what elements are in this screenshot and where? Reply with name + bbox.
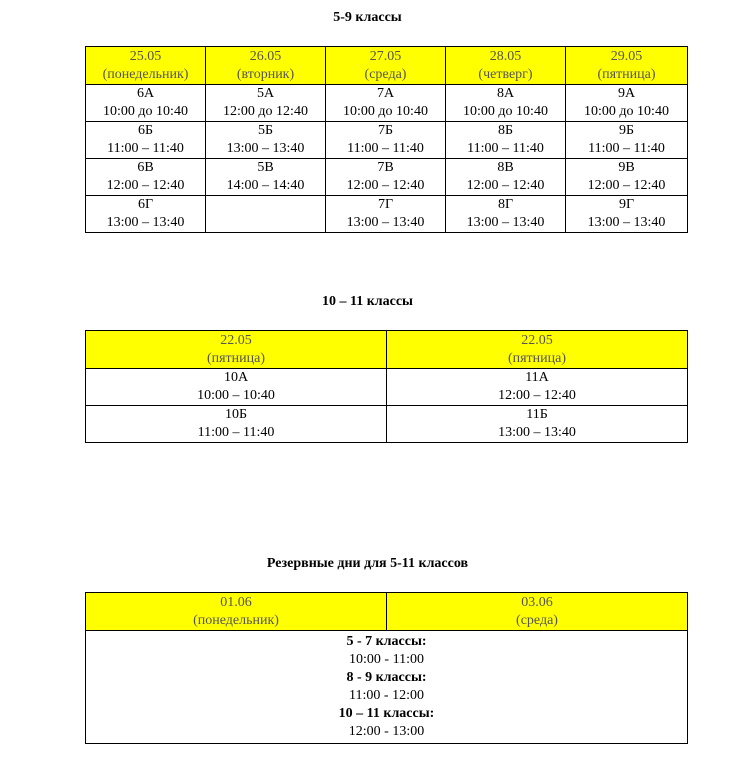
- header-cell: 28.05 (четверг): [446, 47, 566, 85]
- schedule-table-10-11: [85, 330, 688, 443]
- table-cell: 6Г 13:00 – 13:40: [86, 196, 206, 233]
- group-label: 8 - 9 классы:: [346, 670, 427, 685]
- schedule-table-reserve: [85, 592, 688, 744]
- header-cell: 22.05 (пятница): [86, 331, 387, 369]
- table-row: [86, 196, 688, 233]
- header-cell: 03.06 (среда): [387, 593, 688, 631]
- table-cell: 7А 10:00 до 10:40: [326, 85, 446, 122]
- table-row: [86, 406, 688, 443]
- table-header-row: [86, 331, 688, 369]
- table-cell: 8А 10:00 до 10:40: [446, 85, 566, 122]
- table-cell: 11А 12:00 – 12:40: [387, 369, 688, 406]
- group-label: 5 - 7 классы:: [346, 634, 427, 649]
- group-time: 12:00 - 13:00: [348, 724, 425, 739]
- header-cell: 27.05 (среда): [326, 47, 446, 85]
- header-cell: 22.05 (пятница): [387, 331, 688, 369]
- header-cell: 25.05 (понедельник): [86, 47, 206, 85]
- table-cell: 6В 12:00 – 12:40: [86, 159, 206, 196]
- table-cell: 8В 12:00 – 12:40: [446, 159, 566, 196]
- table-cell: 5Б 13:00 – 13:40: [206, 122, 326, 159]
- table-row: [86, 159, 688, 196]
- table-cell: 10А 10:00 – 10:40: [86, 369, 387, 406]
- section-title-10-11: 10 – 11 классы: [321, 294, 413, 309]
- table-row: [86, 369, 688, 406]
- table-cell: 7Г 13:00 – 13:40: [326, 196, 446, 233]
- schedule-table-5-9: [85, 46, 688, 233]
- table-cell: 5А 12:00 до 12:40: [206, 85, 326, 122]
- table-row: [86, 85, 688, 122]
- table-cell: 5В 14:00 – 14:40: [206, 159, 326, 196]
- table-row: [86, 631, 688, 744]
- table-header-row: [86, 47, 688, 85]
- table-header-row: [86, 593, 688, 631]
- group-time: 10:00 - 11:00: [349, 652, 424, 667]
- table-cell: 11Б 13:00 – 13:40: [387, 406, 688, 443]
- table-cell: 9Б 11:00 – 11:40: [566, 122, 688, 159]
- table-cell-empty: [206, 196, 326, 233]
- table-cell: 8Г 13:00 – 13:40: [446, 196, 566, 233]
- table-cell: 9В 12:00 – 12:40: [566, 159, 688, 196]
- table-cell: 6Б 11:00 – 11:40: [86, 122, 206, 159]
- reserve-times-cell: [86, 631, 688, 744]
- table-cell: 10Б 11:00 – 11:40: [86, 406, 387, 443]
- header-cell: 26.05 (вторник): [206, 47, 326, 85]
- table-cell: 7В 12:00 – 12:40: [326, 159, 446, 196]
- table-cell: 7Б 11:00 – 11:40: [326, 122, 446, 159]
- section-title-reserve: Резервные дни для 5-11 классов: [266, 556, 469, 571]
- header-cell: 01.06 (понедельник): [86, 593, 387, 631]
- table-cell: 6А 10:00 до 10:40: [86, 85, 206, 122]
- table-cell: 9А 10:00 до 10:40: [566, 85, 688, 122]
- group-time: 11:00 - 12:00: [349, 688, 424, 703]
- group-label: 10 – 11 классы:: [338, 706, 435, 721]
- table-cell: 9Г 13:00 – 13:40: [566, 196, 688, 233]
- header-cell: 29.05 (пятница): [566, 47, 688, 85]
- table-row: [86, 122, 688, 159]
- table-cell: 8Б 11:00 – 11:40: [446, 122, 566, 159]
- section-title-5-9: 5-9 классы: [333, 10, 402, 25]
